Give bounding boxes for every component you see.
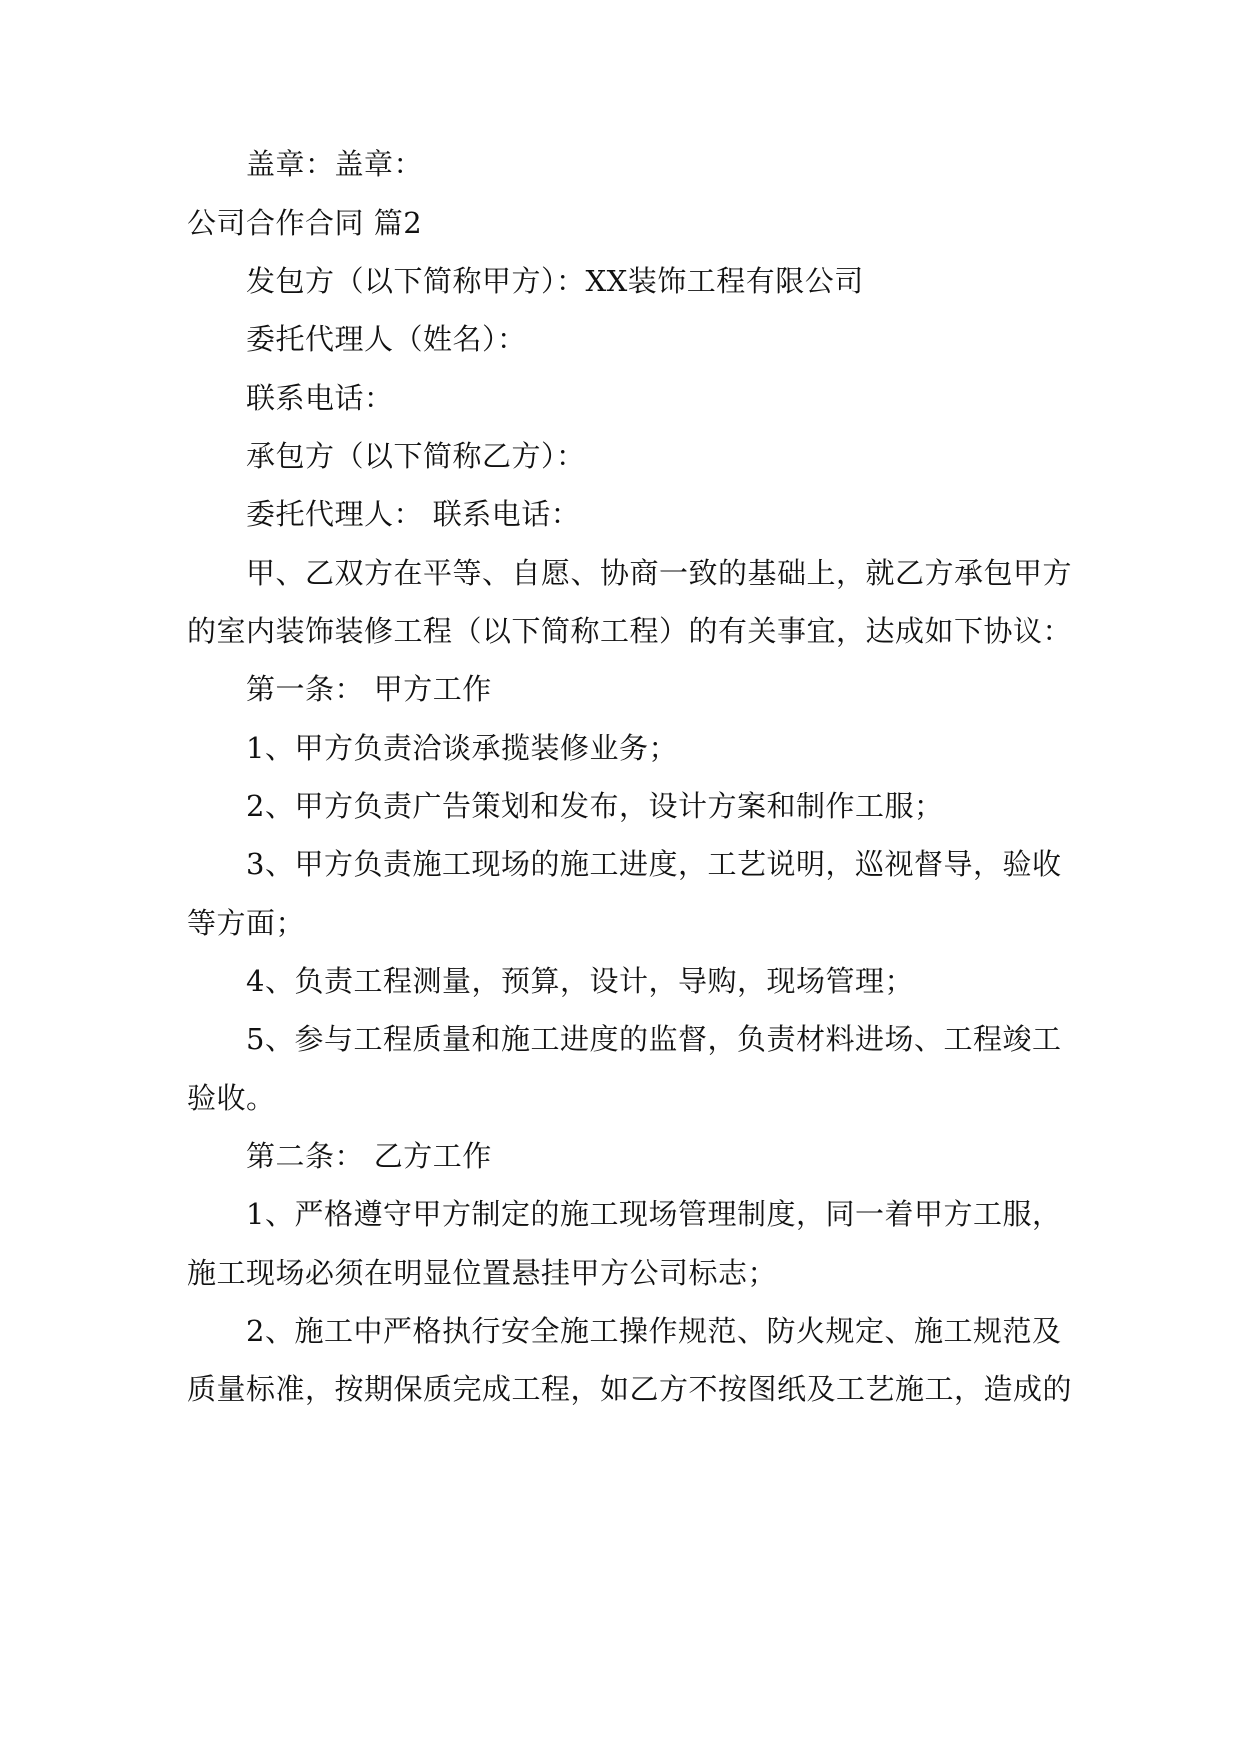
contract-title: 公司合作合同 篇2 [187,206,423,240]
article-2-item-2-line-1: 2、施工中严格执行安全施工操作规范、防火规定、施工规范及 [246,1314,1062,1348]
article-1-heading: 第一条： 甲方工作 [246,672,492,706]
preamble-line-1: 甲、乙双方在平等、自愿、协商一致的基础上，就乙方承包甲方 [246,556,1073,590]
article-1-item-1: 1、甲方负责洽谈承揽装修业务； [246,731,678,765]
article-1-item-3-line-2: 等方面； [187,906,306,940]
article-2-item-2-line-2: 质量标准，按期保质完成工程，如乙方不按图纸及工艺施工，造成的 [187,1372,1073,1406]
party-b-line: 承包方（以下简称乙方）： [246,439,586,473]
party-a-phone-line: 联系电话： [246,381,394,415]
party-a-line: 发包方（以下简称甲方）：XX装饰工程有限公司 [246,264,864,298]
article-1-item-2: 2、甲方负责广告策划和发布，设计方案和制作工服； [246,789,944,823]
article-2-item-1-line-2: 施工现场必须在明显位置悬挂甲方公司标志； [187,1256,778,1290]
article-1-item-5-line-2: 验收。 [187,1081,276,1115]
article-1-item-4: 4、负责工程测量，预算，设计，导购，现场管理； [246,964,914,998]
article-2-heading: 第二条： 乙方工作 [246,1139,492,1173]
party-a-agent-line: 委托代理人（姓名）： [246,322,527,356]
preamble-line-2: 的室内装饰装修工程（以下简称工程）的有关事宜，达成如下协议： [187,614,1073,648]
article-2-item-1-line-1: 1、严格遵守甲方制定的施工现场管理制度，同一着甲方工服， [246,1197,1062,1231]
article-1-item-3-line-1: 3、甲方负责施工现场的施工进度，工艺说明，巡视督导，验收 [246,847,1062,881]
article-1-item-5-line-1: 5、参与工程质量和施工进度的监督，负责材料进场、工程竣工 [246,1022,1062,1056]
seal-line: 盖章：盖章： [246,147,424,181]
party-b-agent-phone-line: 委托代理人： 联系电话： [246,497,581,531]
